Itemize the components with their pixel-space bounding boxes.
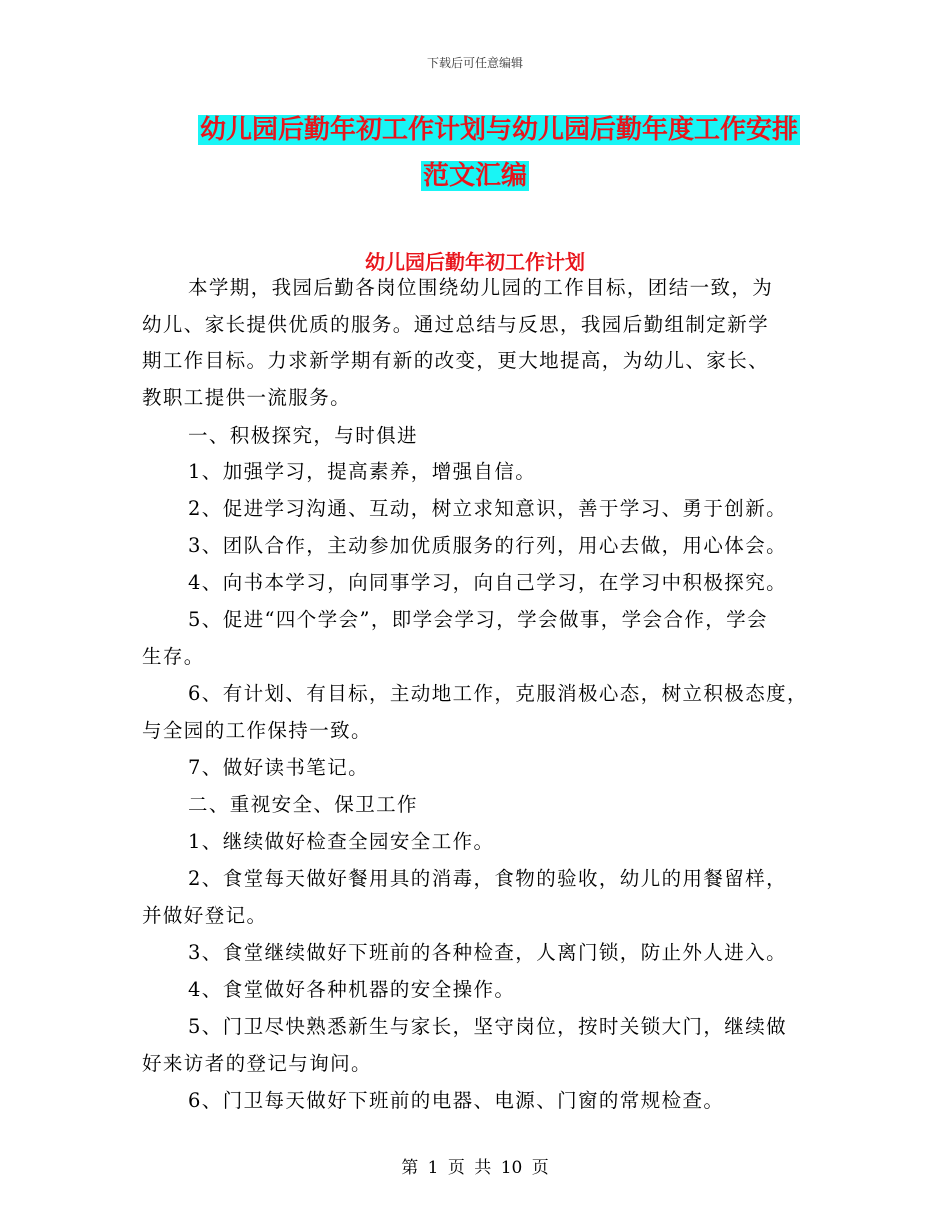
list-item-continuation: 好来访者的登记与询问。: [142, 1052, 372, 1075]
section-heading: 二、重视安全、保卫工作: [188, 793, 418, 816]
list-item: 3、团队合作，主动参加优质服务的行列，用心去做，用心体会。: [188, 534, 788, 557]
list-item: 7、做好读书笔记。: [188, 756, 370, 779]
list-item: 1、加强学习，提高素养，增强自信。: [188, 460, 537, 483]
section-title: 幼儿园后勤年初工作计划: [365, 250, 585, 274]
list-item: 4、向书本学习，向同事学习，向自己学习，在学习中积极探究。: [188, 571, 788, 594]
page-footer: 第 1 页 共 10 页: [401, 1158, 549, 1178]
list-item: 1、继续做好检查全园安全工作。: [188, 830, 495, 853]
paragraph-line: 本学期，我园后勤各岗位围绕幼儿园的工作目标，团结一致，为: [188, 276, 774, 299]
list-item: 6、有计划、有目标，主动地工作，克服消极心态，树立积极态度，: [188, 682, 808, 705]
paragraph-line: 期工作目标。力求新学期有新的改变，更大地提高，为幼儿、家长、: [142, 349, 770, 372]
header-note: 下载后可任意编辑: [426, 56, 523, 70]
list-item: 5、促进“四个学会”，即学会学习，学会做事，学会合作，学会: [188, 608, 768, 631]
list-item: 5、门卫尽快熟悉新生与家长，坚守岗位，按时关锁大门，继续做: [188, 1015, 788, 1038]
section-heading: 一、积极探究，与时俱进: [188, 424, 418, 447]
document-title-line-2: 范文汇编: [422, 161, 527, 191]
list-item-continuation: 与全园的工作保持一致。: [142, 719, 372, 742]
list-item-continuation: 生存。: [142, 645, 205, 668]
document-title-line-1: 幼儿园后勤年初工作计划与幼儿园后勤年度工作安排: [199, 115, 798, 145]
list-item: 4、食堂做好各种机器的安全操作。: [188, 978, 516, 1001]
list-item: 2、食堂每天做好餐用具的消毒，食物的验收，幼儿的用餐留样，: [188, 867, 788, 890]
list-item: 2、促进学习沟通、互动，树立求知意识，善于学习、勇于创新。: [188, 497, 788, 520]
list-item: 6、门卫每天做好下班前的电器、电源、门窗的常规检查。: [188, 1089, 725, 1112]
list-item: 3、食堂继续做好下班前的各种检查，人离门锁，防止外人进入。: [188, 941, 788, 964]
list-item-continuation: 并做好登记。: [142, 904, 268, 927]
paragraph-line: 幼儿、家长提供优质的服务。通过总结与反思，我园后勤组制定新学: [142, 313, 770, 336]
paragraph-line: 教职工提供一流服务。: [142, 386, 352, 409]
